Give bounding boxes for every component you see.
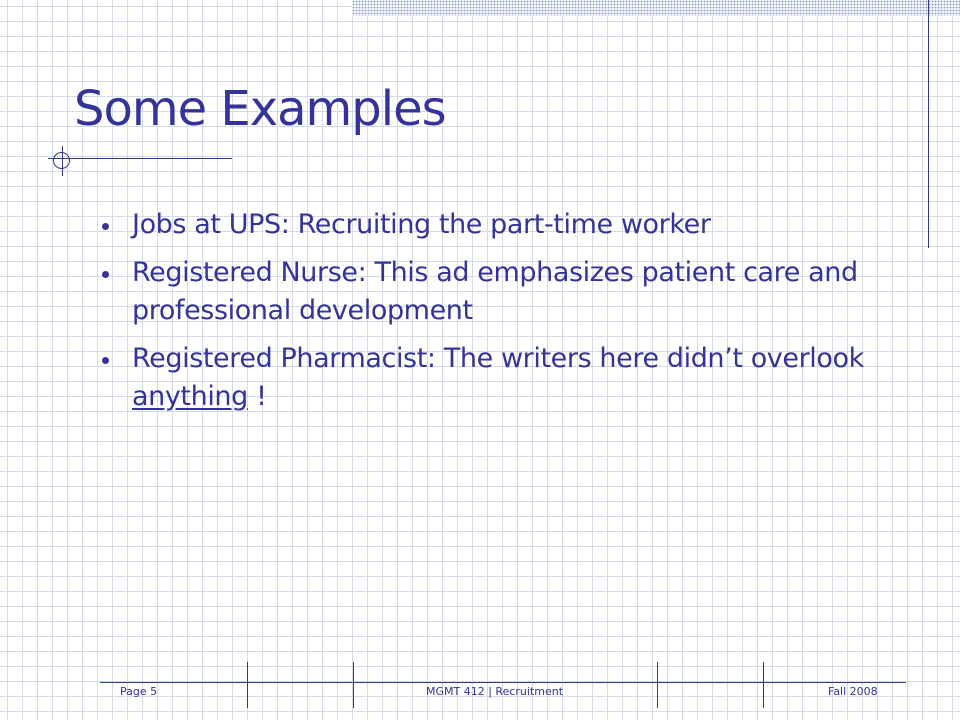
bullet-item [102,206,872,244]
footer-course: MGMT 412 | Recruitment [426,685,564,698]
underlined-word: anything [132,381,248,412]
footer-term: Fall 2008 [828,685,878,698]
footer-divider [763,662,764,708]
footer-divider [247,662,248,708]
footer-page-number: Page 5 [120,685,158,698]
bullet-text-start: Registered Pharmacist: The writers here didn’t overlook [132,343,864,374]
title-underline-rule [48,158,232,159]
bullet-dot-icon [102,357,109,364]
top-dotted-band [352,0,960,16]
bullet-dot-icon [102,271,109,278]
title-crosshair-circle [53,152,70,169]
bullet-item [102,254,872,330]
bullet-text: Jobs at UPS: Recruiting the part-time worker [132,209,711,240]
bullet-item [102,340,872,416]
footer-divider [353,662,354,708]
slide-title: Some Examples [74,81,446,137]
bullet-text: Registered Nurse: This ad emphasizes patient care and professional development [132,257,858,326]
footer-divider [657,662,658,708]
bullet-text [132,343,864,412]
right-vertical-rule [928,0,929,248]
bullet-text-end: ! [247,381,267,412]
bullet-dot-icon [102,223,109,230]
bullet-list [102,206,872,426]
footer-rule [100,682,906,683]
